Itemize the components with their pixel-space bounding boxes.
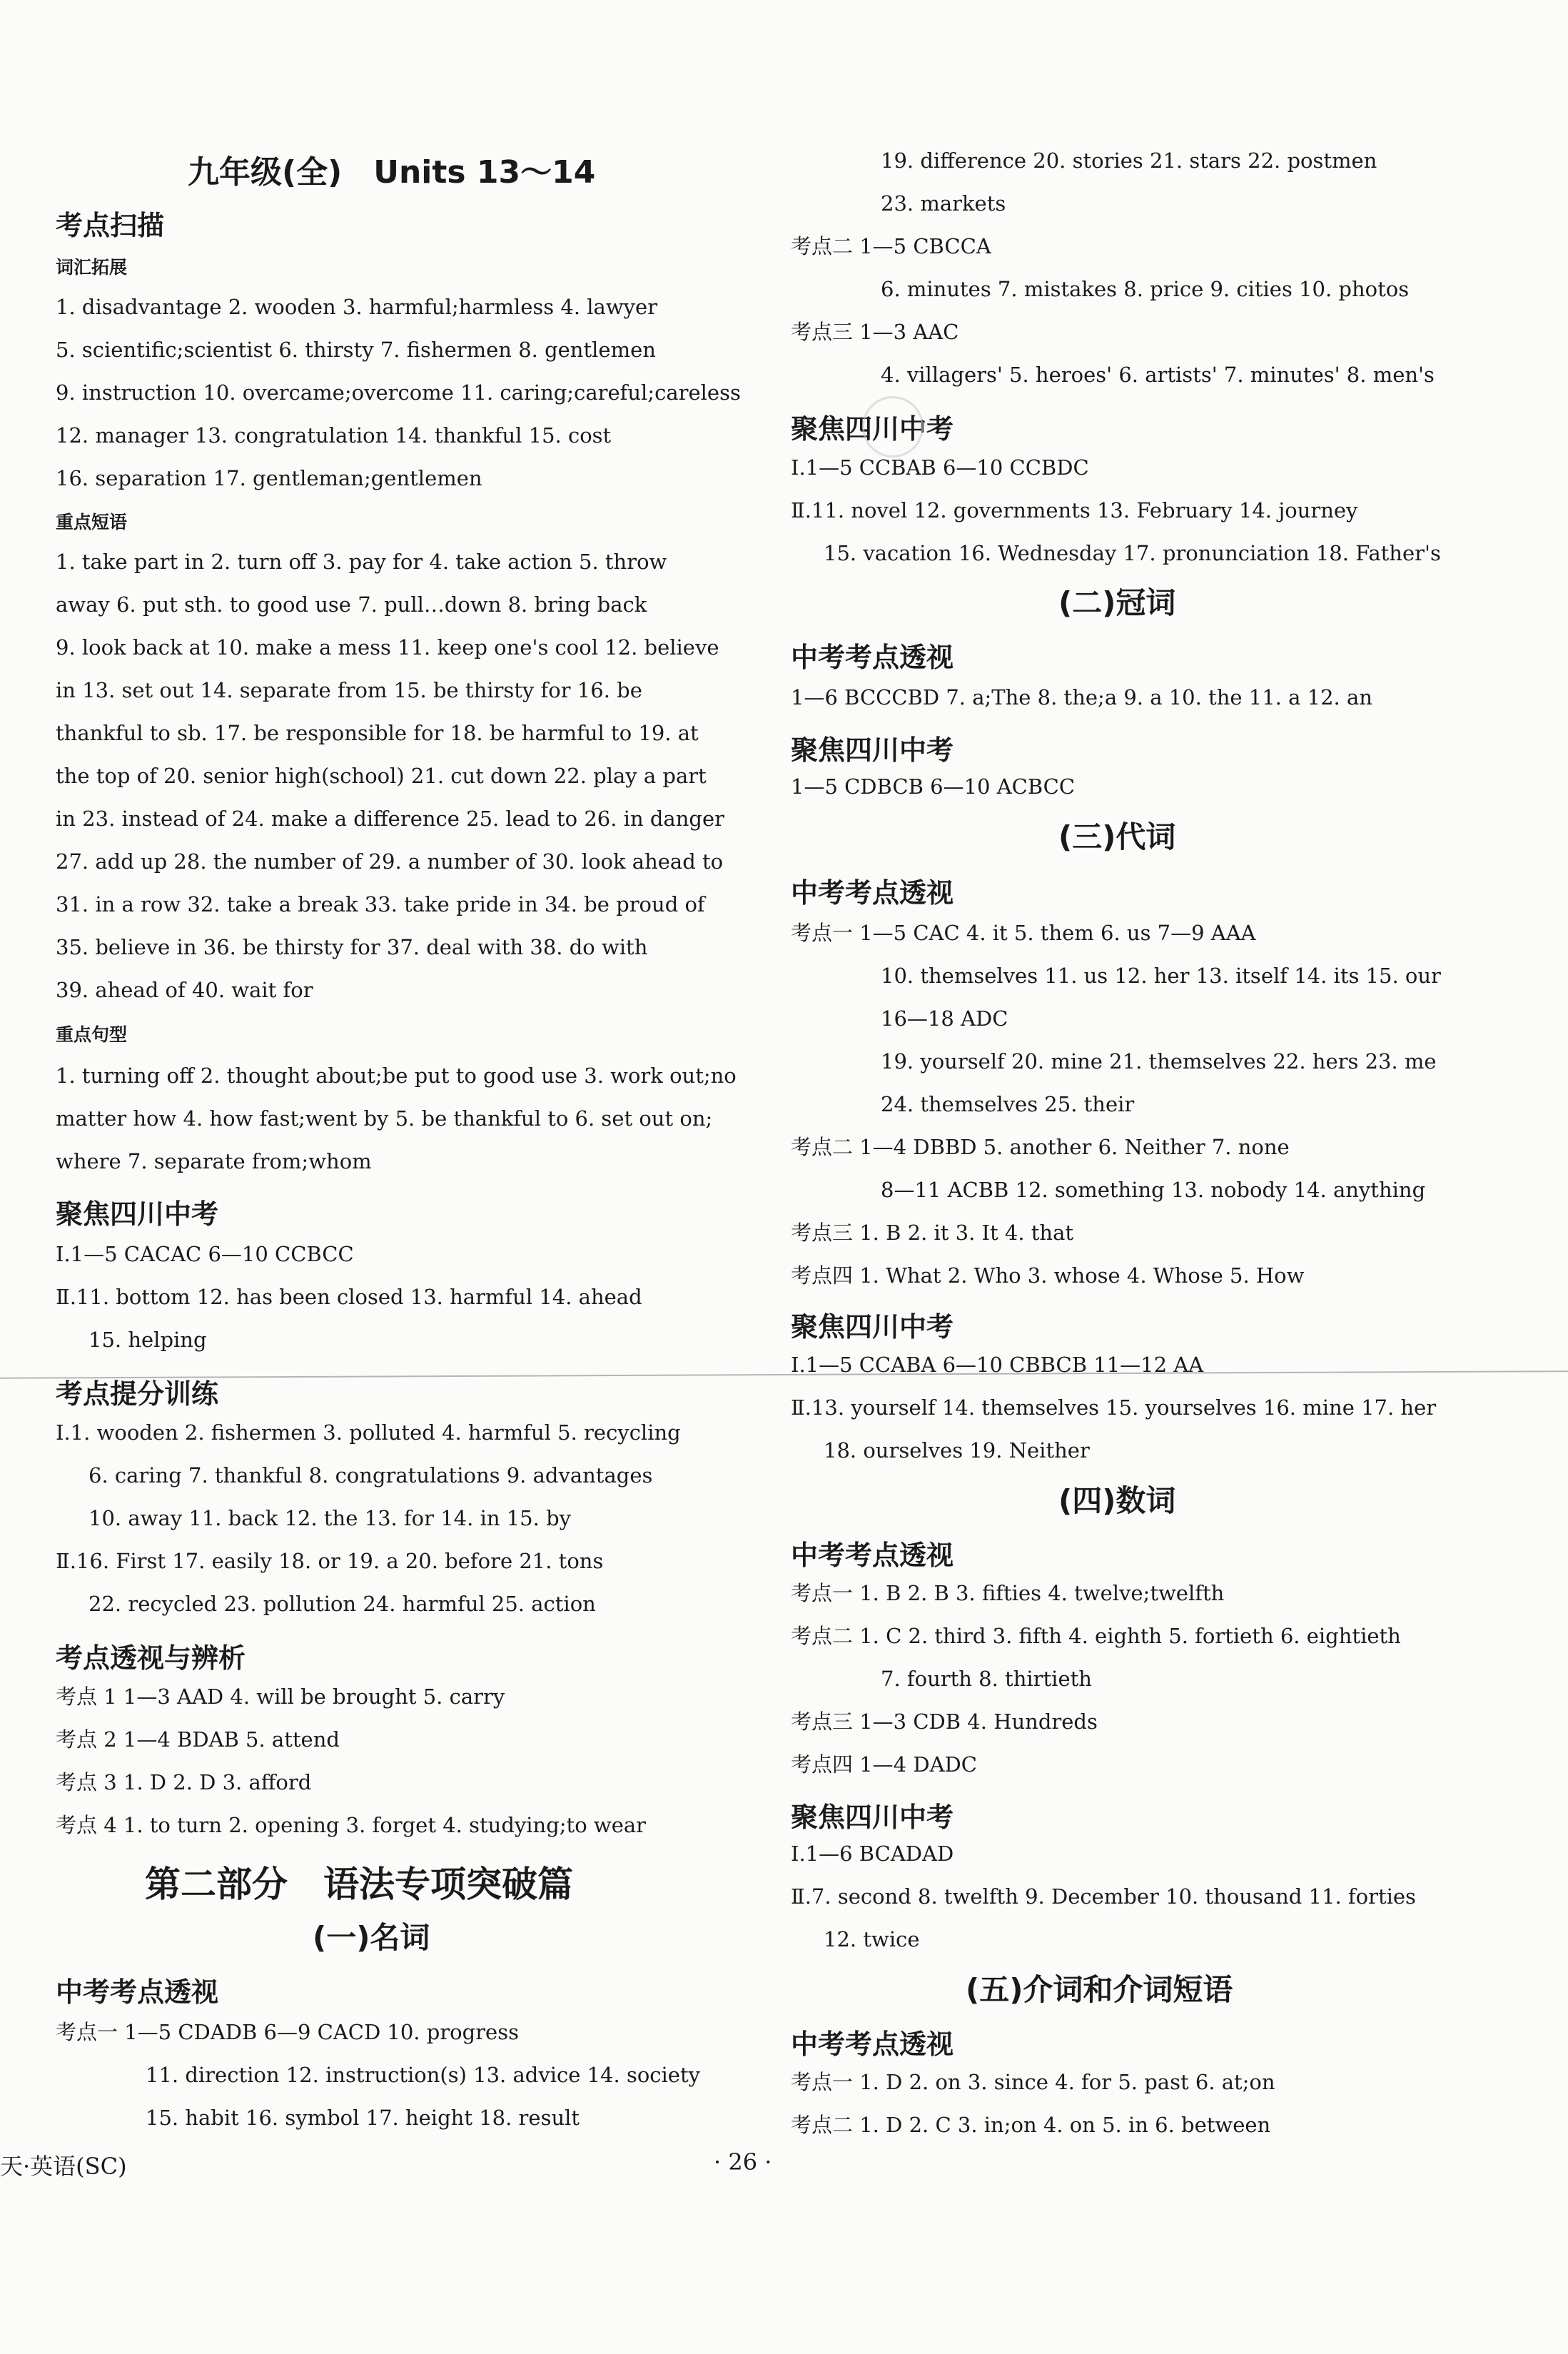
- phrase-line: thankful to sb. 17. be responsible for 18. be harmful to 19. at: [56, 721, 699, 745]
- pronoun-line: 24. themselves 25. their: [881, 1092, 1135, 1116]
- vocab-line: 1. disadvantage 2. wooden 3. harmful;harmless 4. lawyer: [56, 295, 658, 319]
- noun-cont-line: 考点二 1—5 CBCCA: [791, 234, 991, 258]
- vocab-line: 12. manager 13. congratulation 14. thankful 15. cost: [56, 423, 612, 448]
- pronoun-line: 考点二 1—4 DBBD 5. another 6. Neither 7. none: [791, 1135, 1290, 1159]
- tifen-line: 6. caring 7. thankful 8. congratulations 9. advantages: [88, 1463, 653, 1487]
- pronoun-line: 考点一 1—5 CAC 4. it 5. them 6. us 7—9 AAA: [791, 921, 1256, 945]
- zhongdian-juxing-heading: 重点句型: [56, 1024, 128, 1045]
- tifen-line: 22. recycled 23. pollution 24. harmful 25. action: [88, 1592, 596, 1616]
- vocab-line: 16. separation 17. gentleman;gentlemen: [56, 466, 482, 490]
- pronoun-section-title: (三)代词: [1058, 819, 1176, 854]
- pronoun-line: 16—18 ADC: [881, 1006, 1008, 1031]
- toushi-line: 考点 3 1. D 2. D 3. afford: [56, 1770, 312, 1794]
- footer-book-label: 天·英语(SC): [0, 2153, 127, 2180]
- phrase-line: in 13. set out 14. separate from 15. be thirsty for 16. be: [56, 678, 642, 702]
- numeral-jujiao-line: Ⅱ.7. second 8. twelfth 9. December 10. thousand 11. forties: [791, 1884, 1416, 1909]
- tifen-line: Ⅰ.1. wooden 2. fishermen 3. polluted 4. harmful 5. recycling: [56, 1420, 681, 1445]
- page-number: · 26 ·: [714, 2148, 772, 2176]
- phrase-line: the top of 20. senior high(school) 21. cut down 22. play a part: [56, 764, 707, 788]
- noun-cont-line: 19. difference 20. stories 21. stars 22. postmen: [881, 148, 1377, 173]
- numeral-jujiao-line: Ⅰ.1—6 BCADAD: [791, 1842, 954, 1866]
- pronoun-line: 考点三 1. B 2. it 3. It 4. that: [791, 1221, 1074, 1245]
- noun-cont-line: 23. markets: [881, 191, 1006, 216]
- toushi-line: 考点 2 1—4 BDAB 5. attend: [56, 1727, 340, 1752]
- prep-line: 考点二 1. D 2. C 3. in;on 4. on 5. in 6. between: [791, 2113, 1271, 2137]
- pronoun-line: 8—11 ACBB 12. something 13. nobody 14. anything: [881, 1178, 1426, 1202]
- numeral-line: 考点一 1. B 2. B 3. fifties 4. twelve;twelfth: [791, 1581, 1225, 1605]
- sentence-line: matter how 4. how fast;went by 5. be thankful to 6. set out on;: [56, 1106, 713, 1131]
- article-section-title: (二)冠词: [1058, 585, 1176, 620]
- numeral-line: 考点四 1—4 DADC: [791, 1752, 977, 1777]
- tifen-line: 10. away 11. back 12. the 13. for 14. in 15. by: [88, 1506, 572, 1530]
- noun-cont-line: 6. minutes 7. mistakes 8. price 9. cities 10. photos: [881, 277, 1410, 301]
- pronoun-line: 10. themselves 11. us 12. her 13. itself 14. its 15. our: [881, 964, 1441, 988]
- vocab-line: 9. instruction 10. overcame;overcome 11. caring;careful;careless: [56, 380, 741, 405]
- phrase-line: away 6. put sth. to good use 7. pull…down 8. bring back: [56, 592, 647, 617]
- numeral-jujiao-line: 12. twice: [824, 1927, 920, 1951]
- numeral-line: 考点二 1. C 2. third 3. fifth 4. eighth 5. fortieth 6. eightieth: [791, 1624, 1401, 1648]
- zhongkao-toushi-heading: 中考考点透视: [56, 1976, 219, 2008]
- phrase-line: 9. look back at 10. make a mess 11. keep one's cool 12. believe: [56, 635, 719, 660]
- noun-cont-line: 考点三 1—3 AAC: [791, 320, 959, 344]
- noun-section-title: (一)名词: [313, 1920, 430, 1955]
- toushi-heading: 考点透视与辨析: [56, 1642, 246, 1674]
- pronoun-jujiao-line: Ⅱ.13. yourself 14. themselves 15. yourselves 16. mine 17. her: [791, 1395, 1437, 1420]
- noun-line: 15. habit 16. symbol 17. height 18. result: [146, 2106, 580, 2130]
- jujiao-line: Ⅰ.1—5 CACAC 6—10 CCBCC: [56, 1242, 354, 1266]
- article-jujiao-line: 1—5 CDBCB 6—10 ACBCC: [791, 774, 1076, 799]
- jujiao-heading: 聚焦四川中考: [791, 1802, 954, 1833]
- pronoun-jujiao-line: Ⅰ.1—5 CCABA 6—10 CBBCB 11—12 AA: [791, 1353, 1204, 1377]
- jujiao-line: Ⅱ.11. bottom 12. has been closed 13. harmful 14. ahead: [56, 1285, 642, 1309]
- noun-line: 考点一 1—5 CDADB 6—9 CACD 10. progress: [56, 2020, 519, 2044]
- cihui-tuozhan-heading: 词汇拓展: [56, 257, 128, 278]
- pronoun-line: 考点四 1. What 2. Who 3. whose 4. Whose 5. How: [791, 1263, 1305, 1288]
- zhongkao-toushi-heading: 中考考点透视: [791, 877, 954, 909]
- phrase-line: 27. add up 28. the number of 29. a number of 30. look ahead to: [56, 849, 724, 874]
- zhongkao-toushi-heading: 中考考点透视: [791, 2029, 954, 2060]
- noun-jujiao-line: Ⅰ.1—5 CCBAB 6—10 CCBDC: [791, 455, 1089, 480]
- tifen-line: Ⅱ.16. First 17. easily 18. or 19. a 20. before 21. tons: [56, 1549, 604, 1573]
- phrase-line: 1. take part in 2. turn off 3. pay for 4. take action 5. throw: [56, 550, 667, 574]
- noun-cont-line: 4. villagers' 5. heroes' 6. artists' 7. minutes' 8. men's: [881, 363, 1435, 387]
- prep-line: 考点一 1. D 2. on 3. since 4. for 5. past 6. at;on: [791, 2070, 1275, 2094]
- numeral-line: 7. fourth 8. thirtieth: [881, 1667, 1092, 1691]
- phrase-line: 31. in a row 32. take a break 33. take pride in 34. be proud of: [56, 892, 705, 916]
- tifen-heading: 考点提分训练: [56, 1378, 219, 1410]
- phrase-line: in 23. instead of 24. make a difference 25. lead to 26. in danger: [56, 807, 724, 831]
- sentence-line: where 7. separate from;whom: [56, 1149, 372, 1173]
- prep-section-title: (五)介词和介词短语: [966, 1972, 1233, 2007]
- pronoun-line: 19. yourself 20. mine 21. themselves 22. hers 23. me: [881, 1049, 1437, 1074]
- phrase-line: 35. believe in 36. be thirsty for 37. deal with 38. do with: [56, 935, 648, 959]
- part-two-title: 第二部分 语法专项突破篇: [145, 1864, 573, 1905]
- unit-title: 九年级(全) Units 13～14: [188, 154, 596, 191]
- kaodian-saomiao-heading: 考点扫描: [56, 210, 165, 241]
- stamp-seal-icon: [862, 396, 924, 458]
- noun-jujiao-line: 15. vacation 16. Wednesday 17. pronunciation 18. Father's: [824, 541, 1441, 565]
- article-line: 1—6 BCCCBD 7. a;The 8. the;a 9. a 10. the 11. a 12. an: [791, 685, 1372, 709]
- zhongkao-toushi-heading: 中考考点透视: [791, 1540, 954, 1571]
- jujiao-heading: 聚焦四川中考: [791, 1311, 954, 1343]
- jujiao-heading: 聚焦四川中考: [56, 1198, 219, 1230]
- noun-jujiao-line: Ⅱ.11. novel 12. governments 13. February 14. journey: [791, 498, 1358, 522]
- toushi-line: 考点 1 1—3 AAD 4. will be brought 5. carry: [56, 1684, 505, 1709]
- jujiao-heading: 聚焦四川中考: [791, 734, 954, 766]
- zhongdian-duanyu-heading: 重点短语: [56, 512, 128, 532]
- jujiao-heading: 聚焦四川中考: [791, 413, 954, 445]
- toushi-line: 考点 4 1. to turn 2. opening 3. forget 4. studying;to wear: [56, 1813, 647, 1837]
- phrase-line: 39. ahead of 40. wait for: [56, 978, 313, 1002]
- vocab-line: 5. scientific;scientist 6. thirsty 7. fishermen 8. gentlemen: [56, 338, 656, 362]
- fold-divider: [0, 1370, 1568, 1379]
- jujiao-line: 15. helping: [88, 1328, 207, 1352]
- numeral-line: 考点三 1—3 CDB 4. Hundreds: [791, 1709, 1098, 1734]
- numeral-section-title: (四)数词: [1058, 1483, 1176, 1518]
- sentence-line: 1. turning off 2. thought about;be put to good use 3. work out;no: [56, 1064, 737, 1088]
- noun-line: 11. direction 12. instruction(s) 13. advice 14. society: [146, 2063, 700, 2087]
- zhongkao-toushi-heading: 中考考点透视: [791, 642, 954, 673]
- pronoun-jujiao-line: 18. ourselves 19. Neither: [824, 1438, 1090, 1463]
